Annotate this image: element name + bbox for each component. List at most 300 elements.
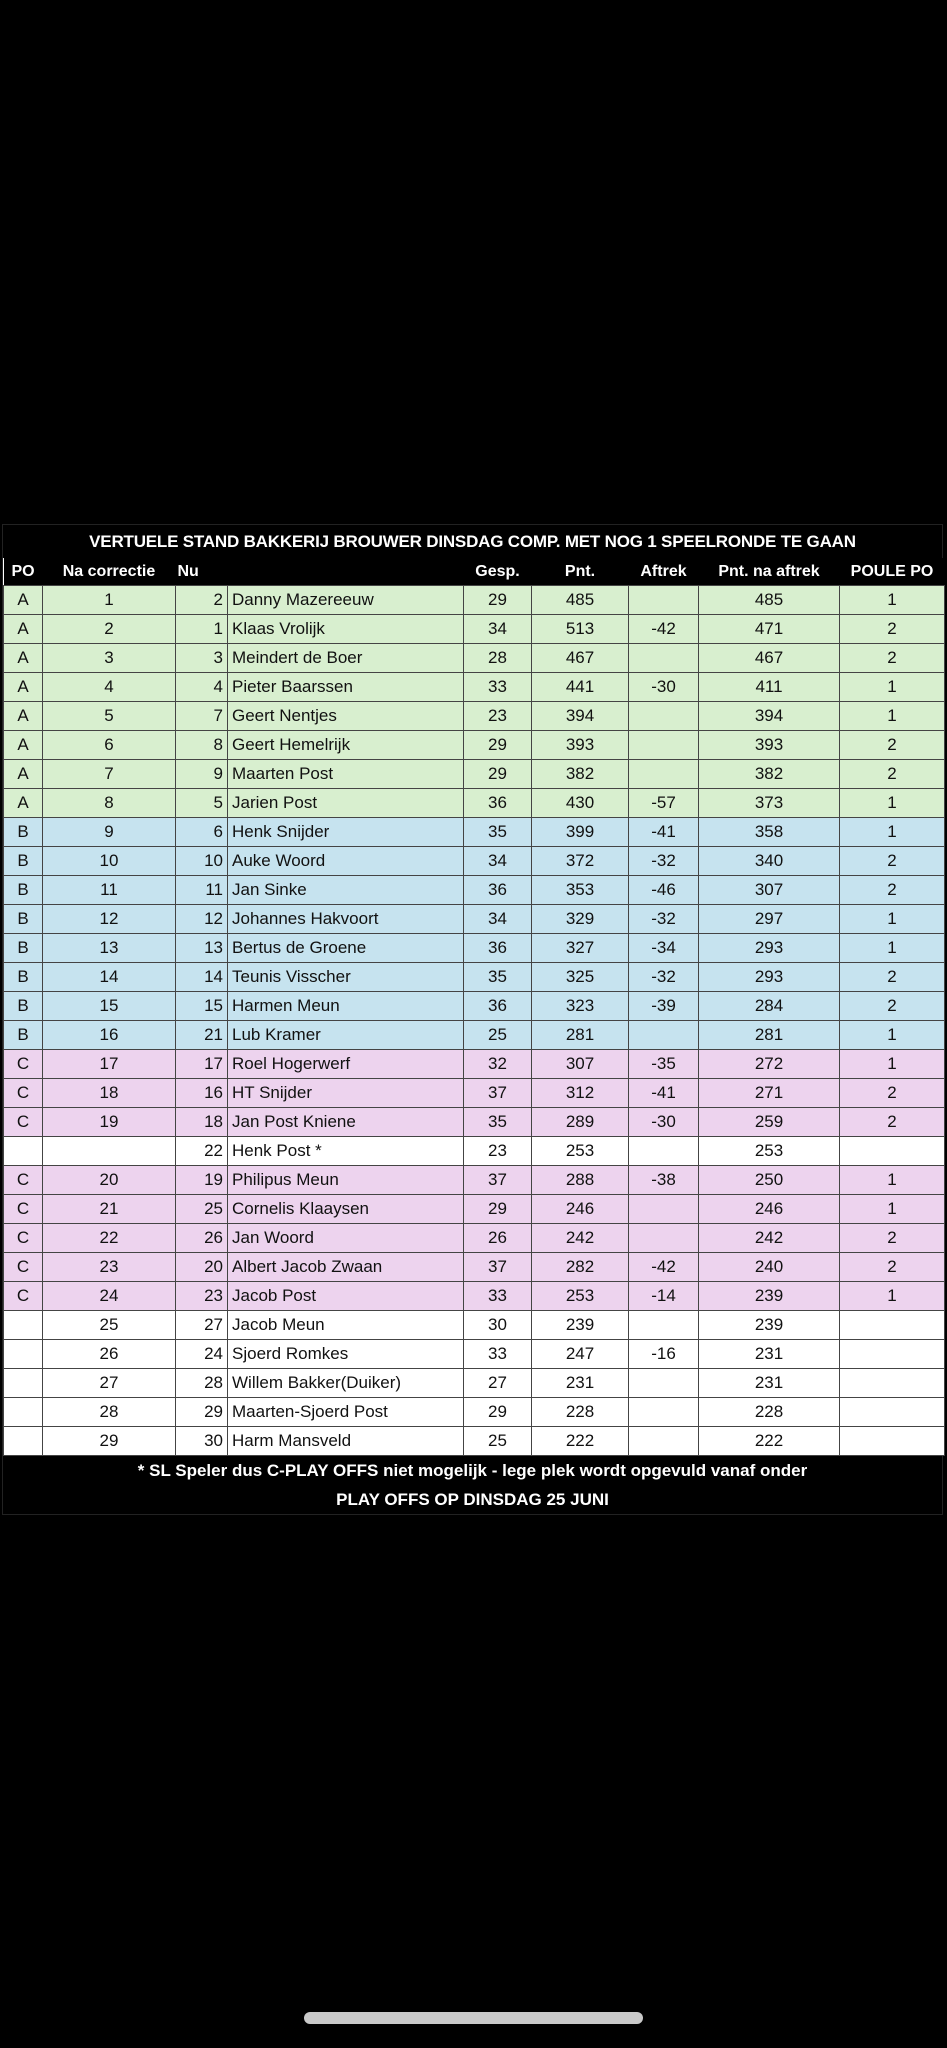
cell-na-correctie: 13	[43, 934, 176, 963]
cell-name: Klaas Vrolijk	[228, 615, 464, 644]
cell-aftrek: -34	[629, 934, 699, 963]
cell-pnt-na-aftrek: 373	[699, 789, 840, 818]
home-indicator[interactable]	[304, 2012, 643, 2024]
cell-na-correctie: 19	[43, 1108, 176, 1137]
footer	[3, 1456, 942, 1514]
col-name-header	[228, 558, 464, 586]
cell-aftrek: -30	[629, 1108, 699, 1137]
cell-nu: 7	[176, 702, 228, 731]
footer-note: * SL Speler dus C-PLAY OFFS niet mogelijk - lege plek wordt opgevuld vanaf onder	[137, 1461, 808, 1480]
cell-poule-po	[840, 1340, 945, 1369]
cell-aftrek	[629, 1311, 699, 1340]
cell-poule-po	[840, 1369, 945, 1398]
table-row	[4, 1166, 945, 1195]
cell-gesp: 33	[464, 1340, 532, 1369]
cell-gesp: 26	[464, 1224, 532, 1253]
cell-aftrek	[629, 1398, 699, 1427]
table-row	[4, 1021, 945, 1050]
cell-poule-po: 2	[840, 847, 945, 876]
col-aftrek-header: Aftrek	[629, 558, 699, 586]
cell-na-correctie: 11	[43, 876, 176, 905]
cell-pnt: 513	[532, 615, 629, 644]
cell-na-correctie: 26	[43, 1340, 176, 1369]
cell-nu: 6	[176, 818, 228, 847]
cell-name: Jacob Post	[228, 1282, 464, 1311]
cell-poule-po	[840, 1311, 945, 1340]
cell-pnt-na-aftrek: 297	[699, 905, 840, 934]
cell-na-correctie: 18	[43, 1079, 176, 1108]
cell-na-correctie: 2	[43, 615, 176, 644]
cell-aftrek: -57	[629, 789, 699, 818]
cell-pnt: 393	[532, 731, 629, 760]
table-row	[4, 731, 945, 760]
cell-nu: 12	[176, 905, 228, 934]
cell-pnt: 222	[532, 1427, 629, 1456]
cell-nu: 2	[176, 586, 228, 615]
cell-nu: 23	[176, 1282, 228, 1311]
cell-pnt-na-aftrek: 253	[699, 1137, 840, 1166]
cell-aftrek: -46	[629, 876, 699, 905]
cell-name: Harmen Meun	[228, 992, 464, 1021]
cell-name: Jan Woord	[228, 1224, 464, 1253]
cell-gesp: 29	[464, 731, 532, 760]
cell-aftrek	[629, 731, 699, 760]
table-row	[4, 1398, 945, 1427]
table-row	[4, 586, 945, 615]
col-po-header: PO	[4, 558, 43, 586]
cell-name: Henk Post *	[228, 1137, 464, 1166]
cell-na-correctie: 3	[43, 644, 176, 673]
cell-po: B	[4, 963, 43, 992]
cell-na-correctie: 8	[43, 789, 176, 818]
cell-gesp: 27	[464, 1369, 532, 1398]
cell-pnt-na-aftrek: 272	[699, 1050, 840, 1079]
cell-pnt: 281	[532, 1021, 629, 1050]
cell-na-correctie	[43, 1137, 176, 1166]
standings-title: VERTUELE STAND BAKKERIJ BROUWER DINSDAG COMP. MET NOG 1 SPEELRONDE TE GAAN	[3, 525, 942, 558]
cell-pnt: 485	[532, 586, 629, 615]
cell-pnt: 239	[532, 1311, 629, 1340]
cell-pnt: 441	[532, 673, 629, 702]
cell-pnt-na-aftrek: 382	[699, 760, 840, 789]
cell-pnt-na-aftrek: 293	[699, 934, 840, 963]
footer-playoffs-date: PLAY OFFS OP DINSDAG 25 JUNI	[336, 1490, 609, 1509]
cell-aftrek: -41	[629, 818, 699, 847]
cell-nu: 24	[176, 1340, 228, 1369]
cell-nu: 18	[176, 1108, 228, 1137]
cell-poule-po: 1	[840, 1195, 945, 1224]
table-row	[4, 1282, 945, 1311]
cell-po: B	[4, 847, 43, 876]
cell-po: B	[4, 934, 43, 963]
cell-name: Jan Sinke	[228, 876, 464, 905]
cell-gesp: 36	[464, 934, 532, 963]
cell-po	[4, 1311, 43, 1340]
cell-nu: 5	[176, 789, 228, 818]
cell-po	[4, 1369, 43, 1398]
cell-aftrek: -39	[629, 992, 699, 1021]
cell-poule-po: 2	[840, 644, 945, 673]
cell-na-correctie: 20	[43, 1166, 176, 1195]
cell-nu: 3	[176, 644, 228, 673]
cell-name: Auke Woord	[228, 847, 464, 876]
cell-aftrek	[629, 1427, 699, 1456]
cell-poule-po: 1	[840, 1282, 945, 1311]
cell-po: C	[4, 1224, 43, 1253]
cell-gesp: 34	[464, 847, 532, 876]
cell-pnt-na-aftrek: 240	[699, 1253, 840, 1282]
cell-name: Lub Kramer	[228, 1021, 464, 1050]
table-row	[4, 905, 945, 934]
cell-po: B	[4, 876, 43, 905]
cell-pnt: 253	[532, 1282, 629, 1311]
cell-na-correctie: 1	[43, 586, 176, 615]
cell-pnt: 307	[532, 1050, 629, 1079]
table-row	[4, 1224, 945, 1253]
cell-nu: 25	[176, 1195, 228, 1224]
cell-na-correctie: 6	[43, 731, 176, 760]
cell-poule-po: 1	[840, 1166, 945, 1195]
cell-po	[4, 1427, 43, 1456]
cell-gesp: 37	[464, 1253, 532, 1282]
cell-name: Pieter Baarssen	[228, 673, 464, 702]
table-row	[4, 1137, 945, 1166]
table-row	[4, 876, 945, 905]
col-gesp-header: Gesp.	[464, 558, 532, 586]
cell-aftrek	[629, 760, 699, 789]
cell-poule-po: 1	[840, 934, 945, 963]
cell-na-correctie: 27	[43, 1369, 176, 1398]
cell-pnt: 353	[532, 876, 629, 905]
cell-po	[4, 1137, 43, 1166]
cell-aftrek: -30	[629, 673, 699, 702]
cell-aftrek: -42	[629, 1253, 699, 1282]
cell-pnt-na-aftrek: 281	[699, 1021, 840, 1050]
cell-gesp: 36	[464, 876, 532, 905]
table-row	[4, 673, 945, 702]
cell-pnt-na-aftrek: 340	[699, 847, 840, 876]
cell-po: B	[4, 1021, 43, 1050]
cell-pnt-na-aftrek: 293	[699, 963, 840, 992]
cell-nu: 20	[176, 1253, 228, 1282]
cell-nu: 13	[176, 934, 228, 963]
cell-na-correctie: 23	[43, 1253, 176, 1282]
cell-po: C	[4, 1079, 43, 1108]
cell-pnt: 288	[532, 1166, 629, 1195]
cell-na-correctie: 14	[43, 963, 176, 992]
cell-name: Danny Mazereeuw	[228, 586, 464, 615]
cell-name: Jan Post Kniene	[228, 1108, 464, 1137]
cell-aftrek: -42	[629, 615, 699, 644]
cell-na-correctie: 12	[43, 905, 176, 934]
cell-na-correctie: 16	[43, 1021, 176, 1050]
cell-poule-po: 2	[840, 963, 945, 992]
cell-na-correctie: 24	[43, 1282, 176, 1311]
cell-name: Philipus Meun	[228, 1166, 464, 1195]
cell-gesp: 29	[464, 1398, 532, 1427]
cell-nu: 22	[176, 1137, 228, 1166]
cell-nu: 14	[176, 963, 228, 992]
cell-name: Cornelis Klaaysen	[228, 1195, 464, 1224]
cell-po	[4, 1398, 43, 1427]
cell-pnt: 329	[532, 905, 629, 934]
cell-nu: 21	[176, 1021, 228, 1050]
cell-pnt: 247	[532, 1340, 629, 1369]
cell-pnt: 327	[532, 934, 629, 963]
standings-table	[3, 558, 945, 1456]
cell-name: HT Snijder	[228, 1079, 464, 1108]
cell-name: Meindert de Boer	[228, 644, 464, 673]
cell-pnt: 323	[532, 992, 629, 1021]
col-poule-po-header: POULE PO	[840, 558, 945, 586]
cell-name: Johannes Hakvoort	[228, 905, 464, 934]
cell-na-correctie: 17	[43, 1050, 176, 1079]
cell-poule-po: 1	[840, 905, 945, 934]
cell-na-correctie: 5	[43, 702, 176, 731]
cell-nu: 4	[176, 673, 228, 702]
cell-pnt: 394	[532, 702, 629, 731]
cell-po: B	[4, 992, 43, 1021]
cell-poule-po: 1	[840, 818, 945, 847]
cell-pnt-na-aftrek: 259	[699, 1108, 840, 1137]
cell-pnt-na-aftrek: 393	[699, 731, 840, 760]
cell-poule-po: 2	[840, 1224, 945, 1253]
cell-gesp: 37	[464, 1166, 532, 1195]
cell-pnt: 242	[532, 1224, 629, 1253]
cell-gesp: 33	[464, 673, 532, 702]
cell-gesp: 36	[464, 789, 532, 818]
cell-pnt-na-aftrek: 284	[699, 992, 840, 1021]
cell-name: Albert Jacob Zwaan	[228, 1253, 464, 1282]
cell-gesp: 35	[464, 963, 532, 992]
cell-pnt-na-aftrek: 246	[699, 1195, 840, 1224]
cell-na-correctie: 25	[43, 1311, 176, 1340]
cell-aftrek: -41	[629, 1079, 699, 1108]
cell-po: C	[4, 1050, 43, 1079]
cell-gesp: 28	[464, 644, 532, 673]
cell-name: Harm Mansveld	[228, 1427, 464, 1456]
cell-poule-po: 1	[840, 1050, 945, 1079]
col-pnt-header: Pnt.	[532, 558, 629, 586]
cell-gesp: 33	[464, 1282, 532, 1311]
cell-gesp: 25	[464, 1427, 532, 1456]
cell-poule-po: 1	[840, 673, 945, 702]
table-row	[4, 1340, 945, 1369]
cell-po: B	[4, 818, 43, 847]
cell-gesp: 35	[464, 818, 532, 847]
cell-name: Geert Hemelrijk	[228, 731, 464, 760]
cell-aftrek: -35	[629, 1050, 699, 1079]
cell-na-correctie: 15	[43, 992, 176, 1021]
cell-po: A	[4, 760, 43, 789]
cell-pnt: 312	[532, 1079, 629, 1108]
cell-pnt-na-aftrek: 467	[699, 644, 840, 673]
cell-gesp: 29	[464, 586, 532, 615]
cell-nu: 28	[176, 1369, 228, 1398]
cell-poule-po: 2	[840, 1108, 945, 1137]
cell-name: Jacob Meun	[228, 1311, 464, 1340]
cell-poule-po: 2	[840, 876, 945, 905]
table-row	[4, 702, 945, 731]
cell-gesp: 23	[464, 702, 532, 731]
cell-pnt: 282	[532, 1253, 629, 1282]
cell-gesp: 32	[464, 1050, 532, 1079]
cell-aftrek	[629, 702, 699, 731]
standings-rows	[4, 586, 945, 1456]
cell-pnt: 228	[532, 1398, 629, 1427]
cell-pnt: 467	[532, 644, 629, 673]
cell-pnt: 325	[532, 963, 629, 992]
cell-gesp: 29	[464, 1195, 532, 1224]
cell-nu: 29	[176, 1398, 228, 1427]
cell-poule-po: 2	[840, 1253, 945, 1282]
cell-aftrek: -16	[629, 1340, 699, 1369]
table-row	[4, 963, 945, 992]
cell-pnt-na-aftrek: 231	[699, 1369, 840, 1398]
cell-po: C	[4, 1195, 43, 1224]
cell-poule-po: 1	[840, 586, 945, 615]
cell-nu: 27	[176, 1311, 228, 1340]
cell-name: Roel Hogerwerf	[228, 1050, 464, 1079]
cell-poule-po: 2	[840, 760, 945, 789]
cell-gesp: 25	[464, 1021, 532, 1050]
cell-pnt-na-aftrek: 485	[699, 586, 840, 615]
cell-aftrek: -14	[629, 1282, 699, 1311]
cell-aftrek	[629, 644, 699, 673]
cell-poule-po	[840, 1137, 945, 1166]
table-row	[4, 789, 945, 818]
cell-poule-po: 1	[840, 1021, 945, 1050]
table-row	[4, 992, 945, 1021]
cell-gesp: 29	[464, 760, 532, 789]
cell-aftrek: -32	[629, 905, 699, 934]
table-row	[4, 818, 945, 847]
col-na-correctie-header: Na correctie	[43, 558, 176, 586]
cell-pnt-na-aftrek: 239	[699, 1282, 840, 1311]
cell-poule-po: 2	[840, 615, 945, 644]
table-row	[4, 847, 945, 876]
cell-po: C	[4, 1282, 43, 1311]
cell-na-correctie: 4	[43, 673, 176, 702]
cell-na-correctie: 29	[43, 1427, 176, 1456]
cell-po: A	[4, 789, 43, 818]
cell-poule-po	[840, 1427, 945, 1456]
cell-pnt-na-aftrek: 394	[699, 702, 840, 731]
cell-na-correctie: 7	[43, 760, 176, 789]
cell-na-correctie: 22	[43, 1224, 176, 1253]
cell-nu: 9	[176, 760, 228, 789]
cell-aftrek: -32	[629, 847, 699, 876]
cell-na-correctie: 21	[43, 1195, 176, 1224]
table-row	[4, 760, 945, 789]
cell-poule-po: 2	[840, 731, 945, 760]
cell-po: C	[4, 1166, 43, 1195]
cell-poule-po: 1	[840, 789, 945, 818]
cell-nu: 16	[176, 1079, 228, 1108]
cell-aftrek: -38	[629, 1166, 699, 1195]
standings-sheet	[2, 524, 943, 1515]
cell-nu: 8	[176, 731, 228, 760]
cell-pnt: 246	[532, 1195, 629, 1224]
cell-po	[4, 1340, 43, 1369]
cell-gesp: 30	[464, 1311, 532, 1340]
cell-name: Bertus de Groene	[228, 934, 464, 963]
cell-po: B	[4, 905, 43, 934]
cell-pnt: 253	[532, 1137, 629, 1166]
cell-poule-po: 1	[840, 702, 945, 731]
cell-pnt-na-aftrek: 271	[699, 1079, 840, 1108]
table-row	[4, 934, 945, 963]
cell-pnt: 372	[532, 847, 629, 876]
cell-po: A	[4, 731, 43, 760]
cell-gesp: 36	[464, 992, 532, 1021]
table-row	[4, 1311, 945, 1340]
cell-aftrek	[629, 1369, 699, 1398]
cell-aftrek	[629, 1137, 699, 1166]
cell-na-correctie: 9	[43, 818, 176, 847]
cell-gesp: 35	[464, 1108, 532, 1137]
cell-gesp: 23	[464, 1137, 532, 1166]
cell-nu: 1	[176, 615, 228, 644]
cell-gesp: 34	[464, 905, 532, 934]
cell-po: A	[4, 702, 43, 731]
cell-na-correctie: 28	[43, 1398, 176, 1427]
cell-name: Maarten Post	[228, 760, 464, 789]
cell-name: Teunis Visscher	[228, 963, 464, 992]
table-row	[4, 644, 945, 673]
table-row	[4, 1108, 945, 1137]
cell-nu: 19	[176, 1166, 228, 1195]
table-row	[4, 1427, 945, 1456]
cell-pnt-na-aftrek: 231	[699, 1340, 840, 1369]
cell-nu: 30	[176, 1427, 228, 1456]
cell-po: C	[4, 1108, 43, 1137]
cell-poule-po: 2	[840, 992, 945, 1021]
cell-pnt-na-aftrek: 358	[699, 818, 840, 847]
cell-po: A	[4, 586, 43, 615]
cell-aftrek: -32	[629, 963, 699, 992]
cell-pnt-na-aftrek: 250	[699, 1166, 840, 1195]
cell-name: Geert Nentjes	[228, 702, 464, 731]
cell-aftrek	[629, 1021, 699, 1050]
cell-nu: 26	[176, 1224, 228, 1253]
cell-pnt-na-aftrek: 222	[699, 1427, 840, 1456]
cell-pnt: 399	[532, 818, 629, 847]
cell-nu: 17	[176, 1050, 228, 1079]
cell-po: C	[4, 1253, 43, 1282]
cell-pnt: 231	[532, 1369, 629, 1398]
cell-gesp: 37	[464, 1079, 532, 1108]
col-pnt-na-aftrek-header: Pnt. na aftrek	[699, 558, 840, 586]
table-row	[4, 1079, 945, 1108]
cell-name: Willem Bakker(Duiker)	[228, 1369, 464, 1398]
cell-pnt: 289	[532, 1108, 629, 1137]
cell-nu: 15	[176, 992, 228, 1021]
cell-pnt-na-aftrek: 411	[699, 673, 840, 702]
cell-name: Jarien Post	[228, 789, 464, 818]
cell-po: A	[4, 644, 43, 673]
cell-na-correctie: 10	[43, 847, 176, 876]
cell-nu: 10	[176, 847, 228, 876]
cell-aftrek	[629, 586, 699, 615]
cell-aftrek	[629, 1224, 699, 1253]
cell-gesp: 34	[464, 615, 532, 644]
cell-pnt-na-aftrek: 239	[699, 1311, 840, 1340]
cell-name: Sjoerd Romkes	[228, 1340, 464, 1369]
col-nu-header: Nu	[176, 558, 228, 586]
cell-poule-po: 2	[840, 1079, 945, 1108]
cell-po: A	[4, 673, 43, 702]
